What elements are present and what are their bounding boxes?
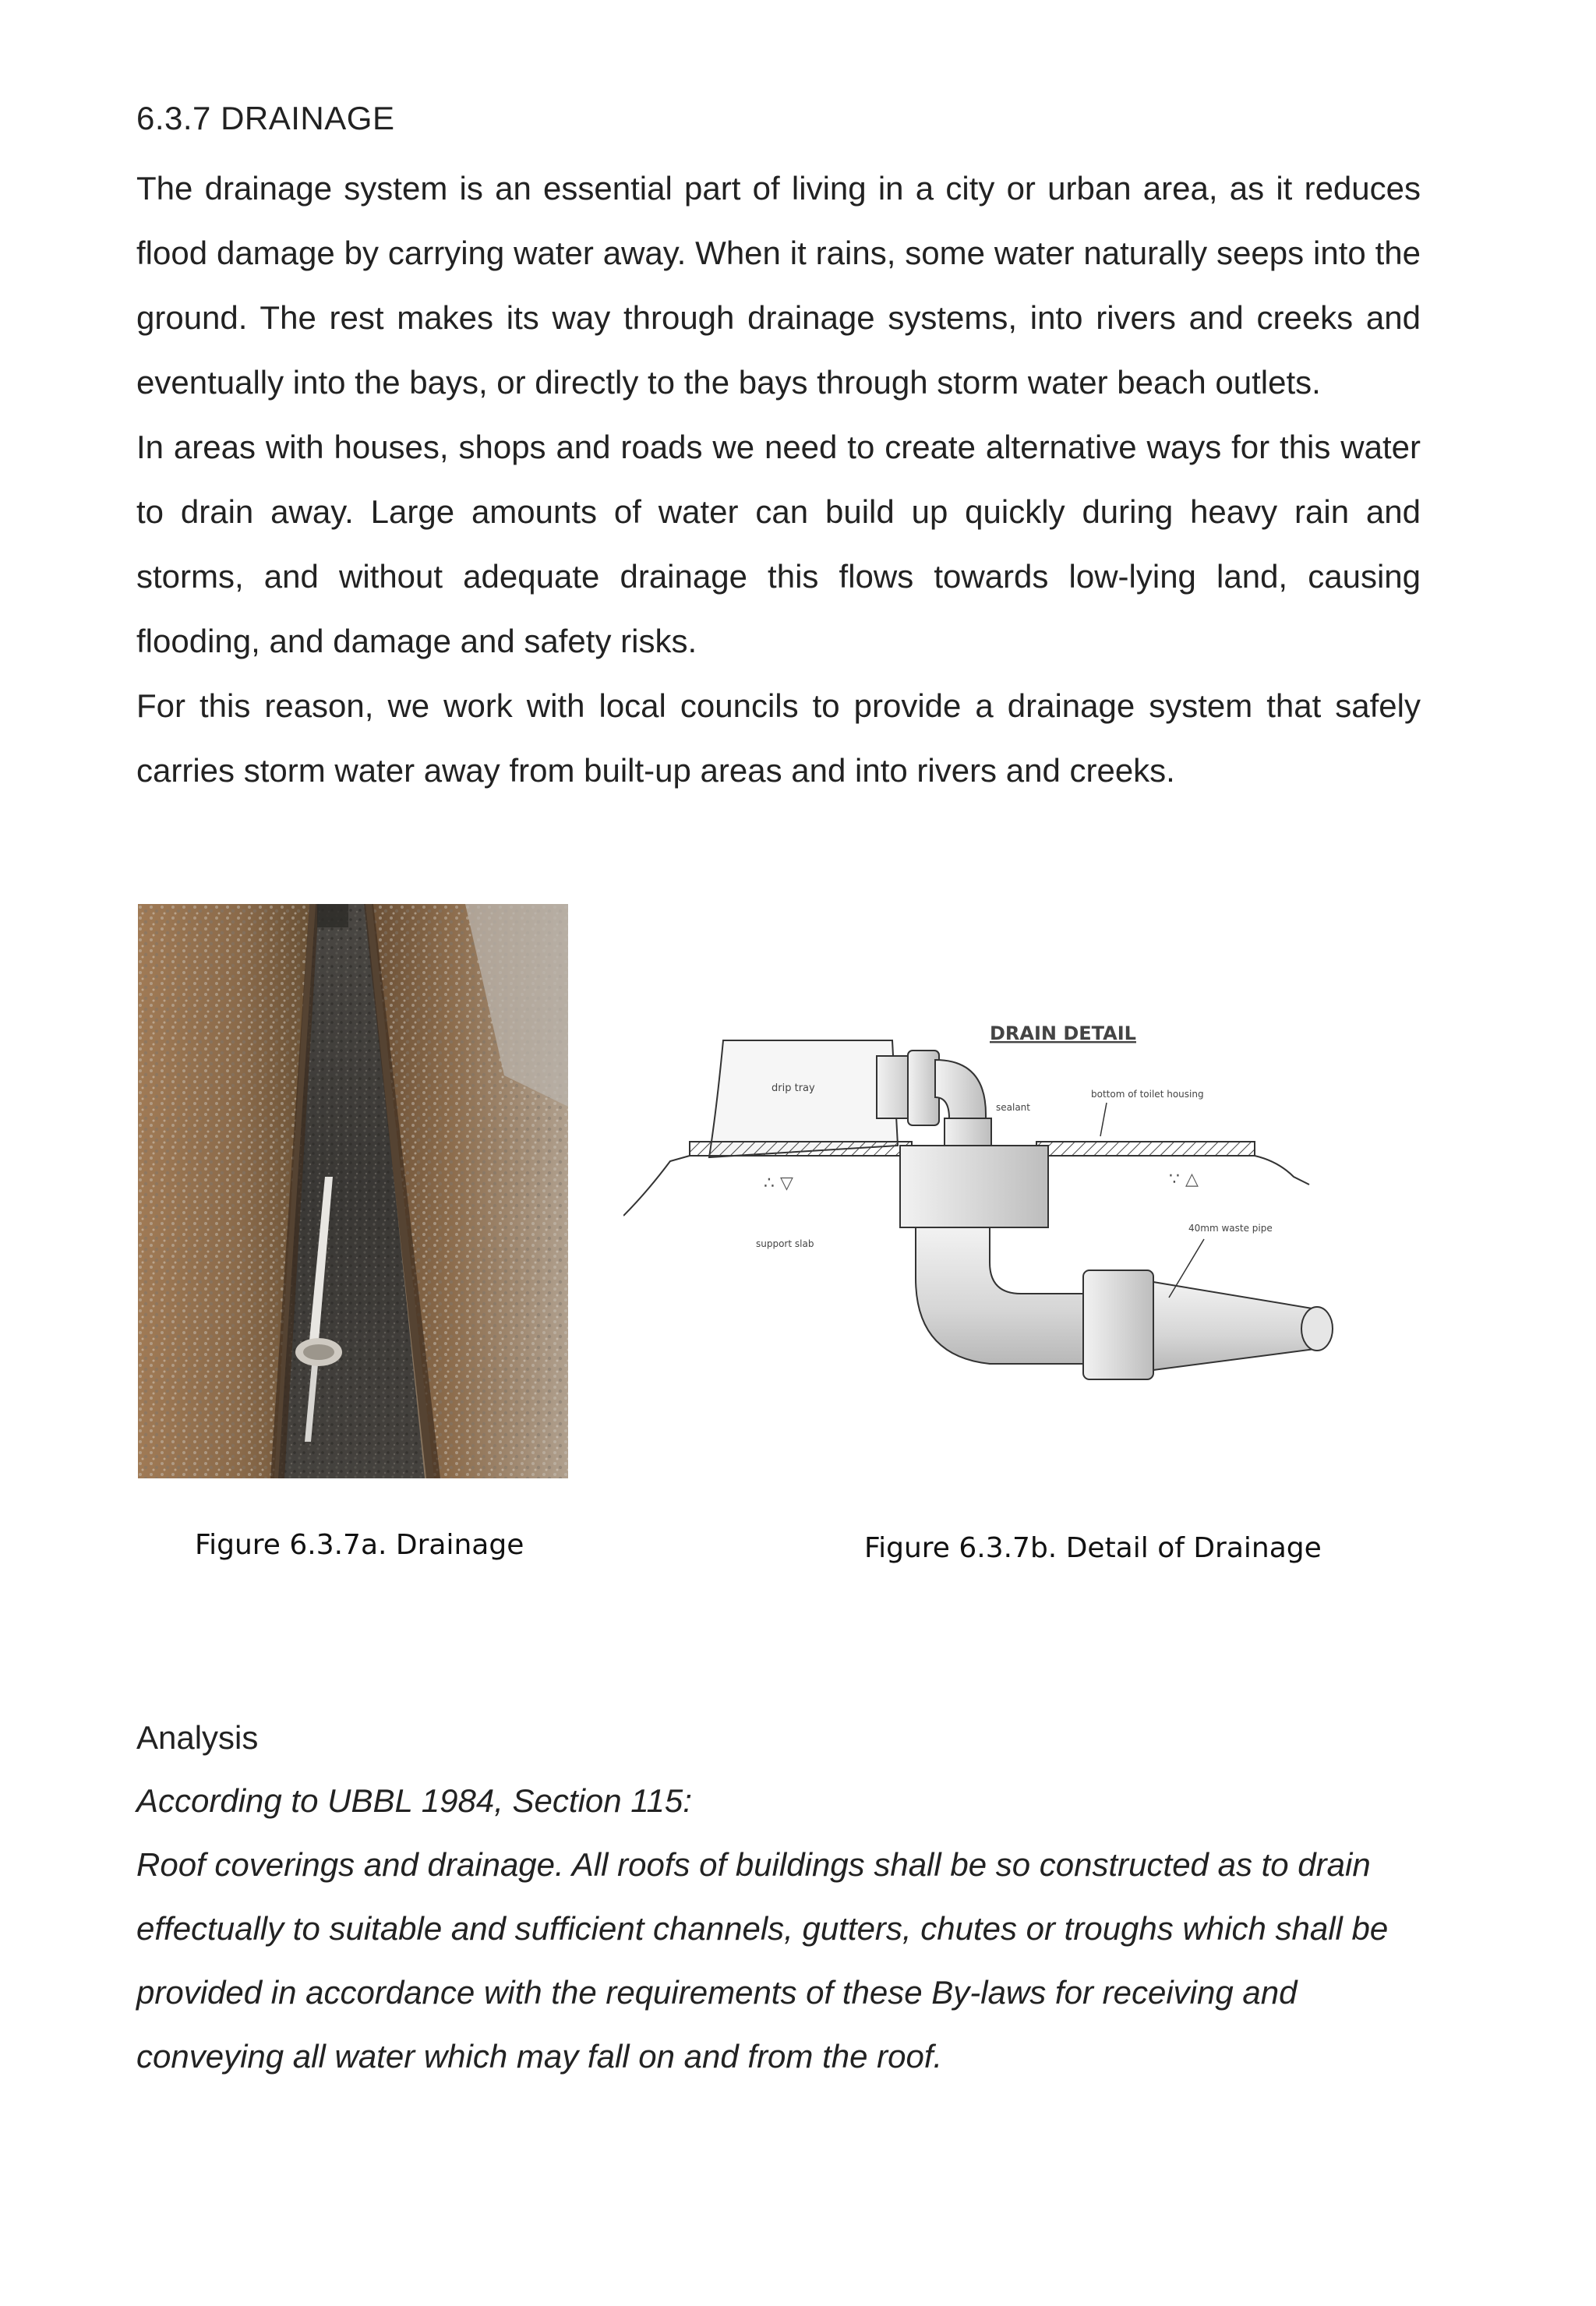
figure-caption-b: Figure 6.3.7b. Detail of Drainage (864, 1532, 1322, 1564)
body-paragraph-2: In areas with houses, shops and roads we need to create alternative ways for this water to drain away. Large amounts of water can build up quickly during heavy rain and storms, and without adequate drainage this flows towards low-lying land, causing flooding, and damage and safety risks. (136, 429, 1421, 659)
drain-detail-title: DRAIN DETAIL (990, 1022, 1136, 1044)
analysis-reference: According to UBBL 1984, Section 115: (136, 1782, 692, 1819)
sealant-label: sealant (996, 1102, 1030, 1113)
drip-tray-label: drip tray (772, 1082, 815, 1094)
analysis-heading: Analysis (136, 1719, 259, 1756)
body-paragraph-1: The drainage system is an essential part of living in a city or urban area, as it reduces flood damage by carrying water away. When it rains, some water naturally seeps into the ground. The rest makes its way through drainage systems, into rivers and creeks and eventually into the bays, or directly to the bays through storm water beach outlets. (136, 170, 1421, 401)
waste-pipe-label: 40mm waste pipe (1188, 1223, 1273, 1234)
figure-caption-a: Figure 6.3.7a. Drainage (195, 1529, 524, 1561)
section-heading: 6.3.7 DRAINAGE (136, 100, 395, 136)
drain-detail-drawing (623, 998, 1356, 1418)
section-body (136, 156, 1421, 803)
analysis-clause: Roof coverings and drainage. All roofs of buildings shall be so constructed as to drain effectually to suitable and sufficient channels, gutters, chutes or troughs which shall be provided in accordance with the requirements of these By-laws for receiving and conveying all water which may fall on and from the roof. (136, 1846, 1389, 2075)
svg-text:∵ △: ∵ △ (1169, 1170, 1199, 1189)
toilet-housing-label: bottom of toilet housing (1091, 1089, 1204, 1100)
support-slab-label: support slab (756, 1238, 814, 1249)
body-paragraph-3: For this reason, we work with local councils to provide a drainage system that safely carries storm water away from built-up areas and into rivers and creeks. (136, 687, 1421, 789)
svg-text:∴ ▽: ∴ ▽ (764, 1174, 793, 1193)
drainage-trench-photo (138, 904, 568, 1478)
analysis-body (136, 1769, 1430, 2089)
